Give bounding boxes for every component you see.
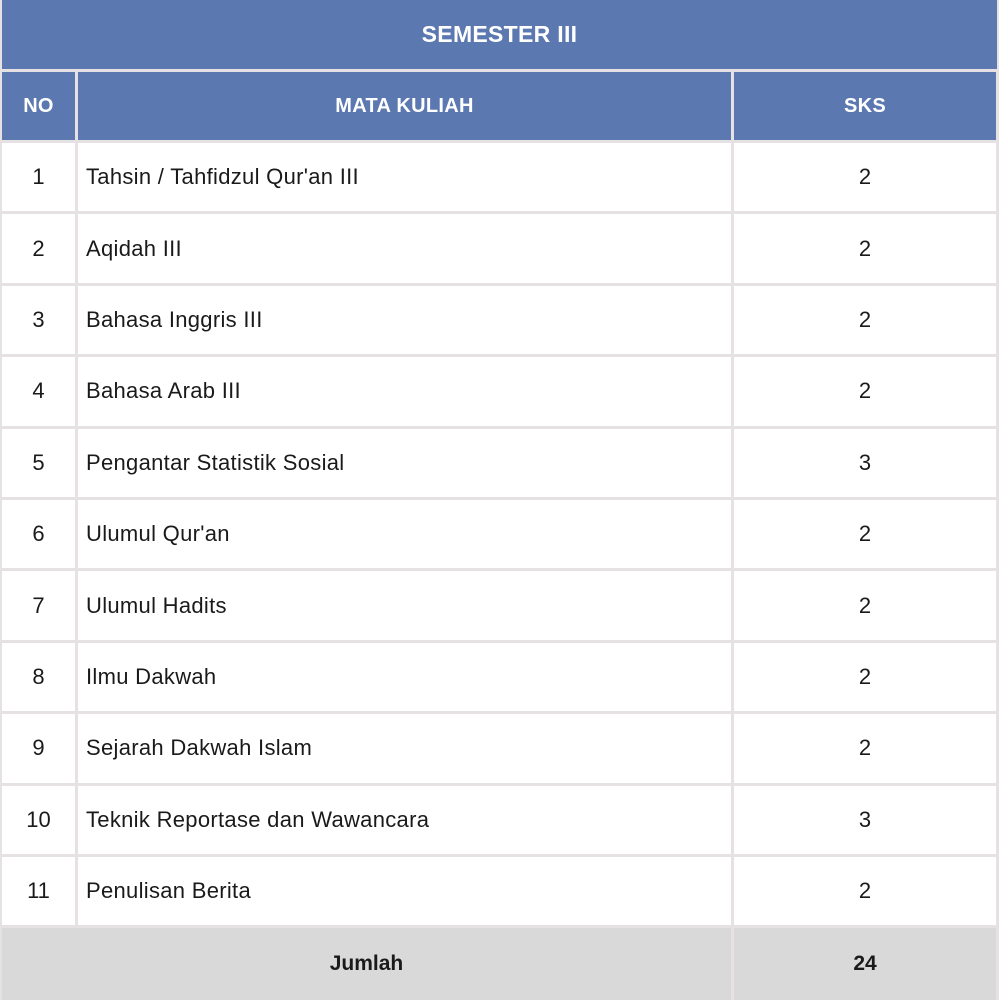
table-title-row: [0, 0, 999, 72]
row-number: 5: [0, 429, 78, 500]
table-row: [0, 786, 999, 857]
course-name: Penulisan Berita: [78, 857, 734, 928]
row-number: 4: [0, 357, 78, 428]
row-number: 2: [0, 214, 78, 285]
table-row: [0, 643, 999, 714]
course-name: Teknik Reportase dan Wawancara: [78, 786, 734, 857]
row-number: 6: [0, 500, 78, 571]
table-row: [0, 714, 999, 785]
total-label: Jumlah: [0, 928, 734, 1000]
course-sks: 2: [734, 643, 999, 714]
course-sks: 3: [734, 429, 999, 500]
table-header-row: [0, 72, 999, 143]
course-sks: 2: [734, 857, 999, 928]
course-sks: 2: [734, 143, 999, 214]
course-sks: 2: [734, 714, 999, 785]
course-name: Ulumul Hadits: [78, 571, 734, 642]
semester-title: SEMESTER III: [0, 0, 999, 72]
course-name: Bahasa Arab III: [78, 357, 734, 428]
row-number: 9: [0, 714, 78, 785]
course-name: Pengantar Statistik Sosial: [78, 429, 734, 500]
row-number: 1: [0, 143, 78, 214]
course-name: Ulumul Qur'an: [78, 500, 734, 571]
course-name: Bahasa Inggris III: [78, 286, 734, 357]
row-number: 10: [0, 786, 78, 857]
course-sks: 2: [734, 357, 999, 428]
course-sks: 2: [734, 500, 999, 571]
row-number: 7: [0, 571, 78, 642]
course-name: Aqidah III: [78, 214, 734, 285]
course-name: Sejarah Dakwah Islam: [78, 714, 734, 785]
column-header-no: NO: [0, 72, 78, 143]
table-row: [0, 857, 999, 928]
table-row: [0, 143, 999, 214]
row-number: 8: [0, 643, 78, 714]
table-row: [0, 429, 999, 500]
table-total-row: [0, 928, 999, 1000]
course-name: Ilmu Dakwah: [78, 643, 734, 714]
table-row: [0, 214, 999, 285]
column-header-sks: SKS: [734, 72, 999, 143]
course-name: Tahsin / Tahfidzul Qur'an III: [78, 143, 734, 214]
table-row: [0, 500, 999, 571]
total-sks: 24: [734, 928, 999, 1000]
course-sks: 2: [734, 286, 999, 357]
table-row: [0, 571, 999, 642]
row-number: 11: [0, 857, 78, 928]
course-sks: 3: [734, 786, 999, 857]
row-number: 3: [0, 286, 78, 357]
table-row: [0, 357, 999, 428]
column-header-course: MATA KULIAH: [78, 72, 734, 143]
course-sks: 2: [734, 571, 999, 642]
course-sks: 2: [734, 214, 999, 285]
table-row: [0, 286, 999, 357]
